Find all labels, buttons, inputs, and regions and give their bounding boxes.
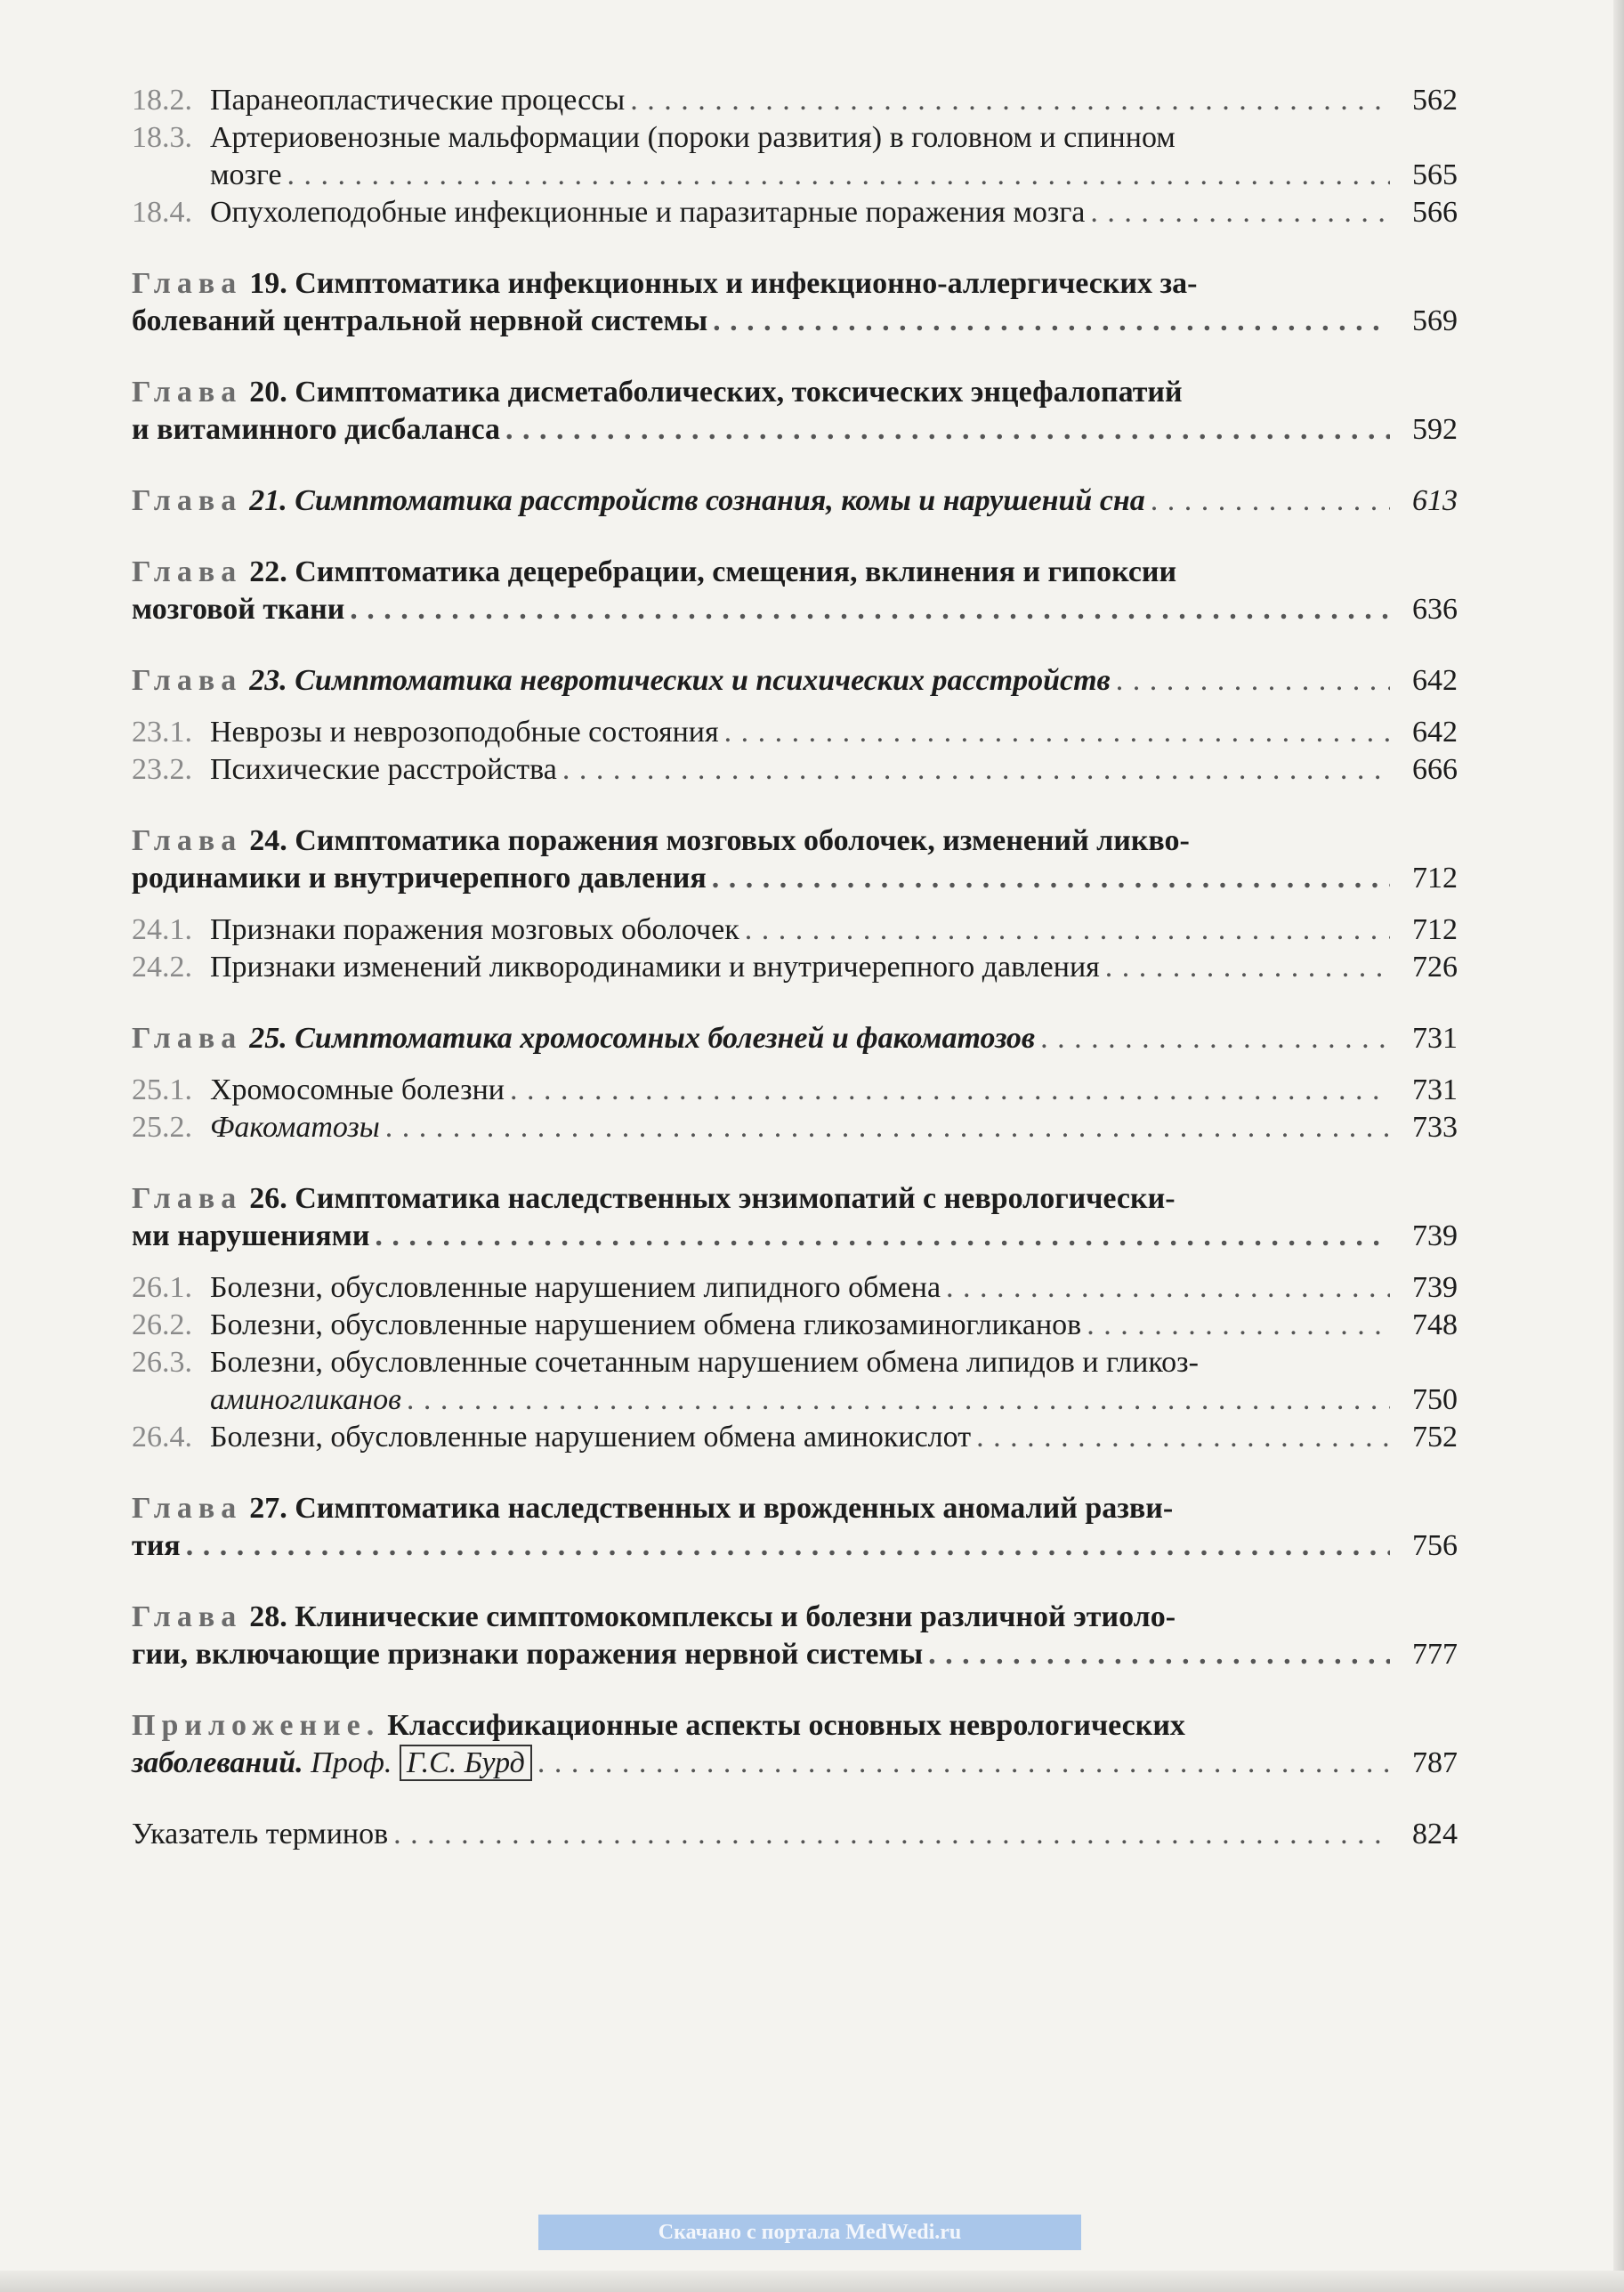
page-number: 733 <box>1412 1111 1458 1144</box>
toc-appendix-line2[interactable]: заболеваний. Проф. Г.С. Бурд . . . 787 <box>132 1745 1458 1782</box>
toc-entry-24-2[interactable]: 24.2. Признаки изменений ликвородинамики и внутричерепного давления . . . 726 <box>132 949 1458 986</box>
leader-dots <box>1090 194 1390 231</box>
leader-dots <box>407 1381 1390 1419</box>
page-number: 613 <box>1412 484 1458 517</box>
toc-chapter-19-line1[interactable]: Глава 19. Симптоматика инфекционных и инфекционно-аллергических за- <box>132 267 1198 300</box>
page-number: 565 <box>1412 158 1458 191</box>
page-number: 642 <box>1412 716 1458 749</box>
toc-entry-18-4[interactable]: 18.4. Опухолеподобные инфекционные и паразитарные поражения мозга . . . 566 <box>132 194 1458 231</box>
leader-dots <box>385 1109 1390 1146</box>
leader-dots <box>393 1816 1390 1853</box>
leader-dots <box>1116 662 1390 700</box>
leader-dots <box>1151 482 1390 520</box>
toc-entry-25-1[interactable]: 25.1. Хромосомные болезни . . . 731 <box>132 1072 1458 1109</box>
page-number: 777 <box>1412 1638 1458 1671</box>
toc-entry-26-3-line1[interactable]: 26.3. Болезни, обусловленные сочетанным нарушением обмена липидов и гликоз- <box>132 1346 1199 1379</box>
page-number: 731 <box>1412 1022 1458 1055</box>
toc-entry-26-2[interactable]: 26.2. Болезни, обусловленные нарушением обмена гликозаминогликанов . . . 748 <box>132 1307 1458 1344</box>
toc-chapter-28-line2[interactable]: гии, включающие признаки поражения нервной системы . . . 777 <box>132 1636 1458 1673</box>
toc-chapter-25[interactable]: Глава 25. Симптоматика хромосомных болезней и факоматозов . . . 731 <box>132 1020 1458 1057</box>
leader-dots <box>630 82 1390 119</box>
leader-dots <box>287 157 1390 194</box>
page-number: 636 <box>1412 593 1458 626</box>
page-number: 566 <box>1412 196 1458 229</box>
page-number: 726 <box>1412 951 1458 984</box>
page-number: 562 <box>1412 84 1458 117</box>
leader-dots <box>562 751 1390 789</box>
toc-entry-26-3-line2[interactable]: аминогликанов . . . 750 <box>132 1381 1458 1419</box>
leader-dots <box>1087 1307 1390 1344</box>
leader-dots <box>1040 1020 1390 1057</box>
toc-entry-23-2[interactable]: 23.2. Психические расстройства . . . 666 <box>132 751 1458 789</box>
toc-chapter-22-line1[interactable]: Глава 22. Симптоматика децеребрации, смещения, вклинения и гипоксии <box>132 555 1177 588</box>
leader-dots <box>724 714 1390 751</box>
leader-dots <box>505 411 1390 449</box>
page-number: 824 <box>1412 1818 1458 1851</box>
page-number: 712 <box>1412 913 1458 946</box>
toc-chapter-22-line2[interactable]: мозговой ткани . . . 636 <box>132 591 1458 628</box>
toc-entry-25-2[interactable]: 25.2. Факоматозы . . . 733 <box>132 1109 1458 1146</box>
leader-dots <box>510 1072 1390 1109</box>
toc-chapter-20-line1[interactable]: Глава 20. Симптоматика дисметаболических, токсических энцефалопатий <box>132 376 1183 409</box>
toc-chapter-28-line1[interactable]: Глава 28. Клинические симптомокомплексы и болезни различной этиоло- <box>132 1600 1176 1633</box>
leader-dots <box>375 1218 1390 1255</box>
toc-chapter-20-line2[interactable]: и витаминного дисбаланса . . . 592 <box>132 411 1458 449</box>
toc-chapter-23[interactable]: Глава 23. Симптоматика невротических и психических расстройств . . . 642 <box>132 662 1458 700</box>
page-number: 752 <box>1412 1421 1458 1454</box>
toc-entry-18-2[interactable]: 18.2. Паранеопластические процессы . . . 562 <box>132 82 1458 119</box>
download-source-banner[interactable]: Скачано с портала MedWedi.ru <box>538 2215 1081 2250</box>
toc-entry-26-4[interactable]: 26.4. Болезни, обусловленные нарушением обмена аминокислот . . . 752 <box>132 1419 1458 1456</box>
toc-index[interactable]: Указатель терминов . . . 824 <box>132 1816 1458 1853</box>
toc-entry-26-1[interactable]: 26.1. Болезни, обусловленные нарушением липидного обмена . . . 739 <box>132 1269 1458 1307</box>
page-number: 592 <box>1412 413 1458 446</box>
leader-dots <box>350 591 1390 628</box>
page-number: 666 <box>1412 753 1458 786</box>
toc-entry-24-1[interactable]: 24.1. Признаки поражения мозговых оболочек . . . 712 <box>132 911 1458 949</box>
page-number: 739 <box>1412 1219 1458 1252</box>
toc-chapter-21[interactable]: Глава 21. Симптоматика расстройств сознания, комы и нарушений сна . . . 613 <box>132 482 1458 520</box>
toc-chapter-24-line1[interactable]: Глава 24. Симптоматика поражения мозговых оболочек, изменений ликво- <box>132 824 1190 857</box>
page-number: 712 <box>1412 862 1458 895</box>
scan-edge <box>0 2271 1624 2292</box>
page-number: 787 <box>1412 1746 1458 1779</box>
toc-chapter-27-line2[interactable]: тия . . . 756 <box>132 1527 1458 1565</box>
toc-entry-18-3-line1[interactable]: 18.3. Артериовенозные мальформации (пороки развития) в головном и спинном <box>132 121 1176 154</box>
page-number: 756 <box>1412 1529 1458 1562</box>
table-of-contents <box>132 82 1458 1853</box>
leader-dots <box>712 860 1390 897</box>
page-number: 642 <box>1412 664 1458 697</box>
page-number: 750 <box>1412 1383 1458 1416</box>
toc-chapter-26-line2[interactable]: ми нарушениями . . . 739 <box>132 1218 1458 1255</box>
leader-dots <box>186 1527 1390 1565</box>
leader-dots <box>946 1269 1390 1307</box>
leader-dots <box>713 303 1390 340</box>
leader-dots <box>976 1419 1390 1456</box>
scan-edge <box>1613 0 1624 2292</box>
toc-chapter-19-line2[interactable]: болеваний центральной нервной системы . . . 569 <box>132 303 1458 340</box>
leader-dots <box>537 1745 1390 1782</box>
toc-chapter-24-line2[interactable]: родинамики и внутричерепного давления . . . 712 <box>132 860 1458 897</box>
toc-entry-18-3-line2[interactable]: мозге . . . 565 <box>132 157 1458 194</box>
page-number: 569 <box>1412 304 1458 337</box>
leader-dots <box>1105 949 1390 986</box>
page-number: 748 <box>1412 1308 1458 1341</box>
toc-chapter-26-line1[interactable]: Глава 26. Симптоматика наследственных энзимопатий с неврологически- <box>132 1182 1176 1215</box>
author-name-box: Г.С. Бурд <box>400 1745 532 1781</box>
toc-chapter-27-line1[interactable]: Глава 27. Симптоматика наследственных и врожденных аномалий разви- <box>132 1492 1174 1525</box>
toc-entry-23-1[interactable]: 23.1. Неврозы и неврозоподобные состояния . . . 642 <box>132 714 1458 751</box>
leader-dots <box>928 1636 1390 1673</box>
leader-dots <box>745 911 1390 949</box>
toc-appendix-line1[interactable]: Приложение. Классификационные аспекты основных неврологических <box>132 1709 1185 1742</box>
page-number: 731 <box>1412 1073 1458 1106</box>
page-number: 739 <box>1412 1271 1458 1304</box>
